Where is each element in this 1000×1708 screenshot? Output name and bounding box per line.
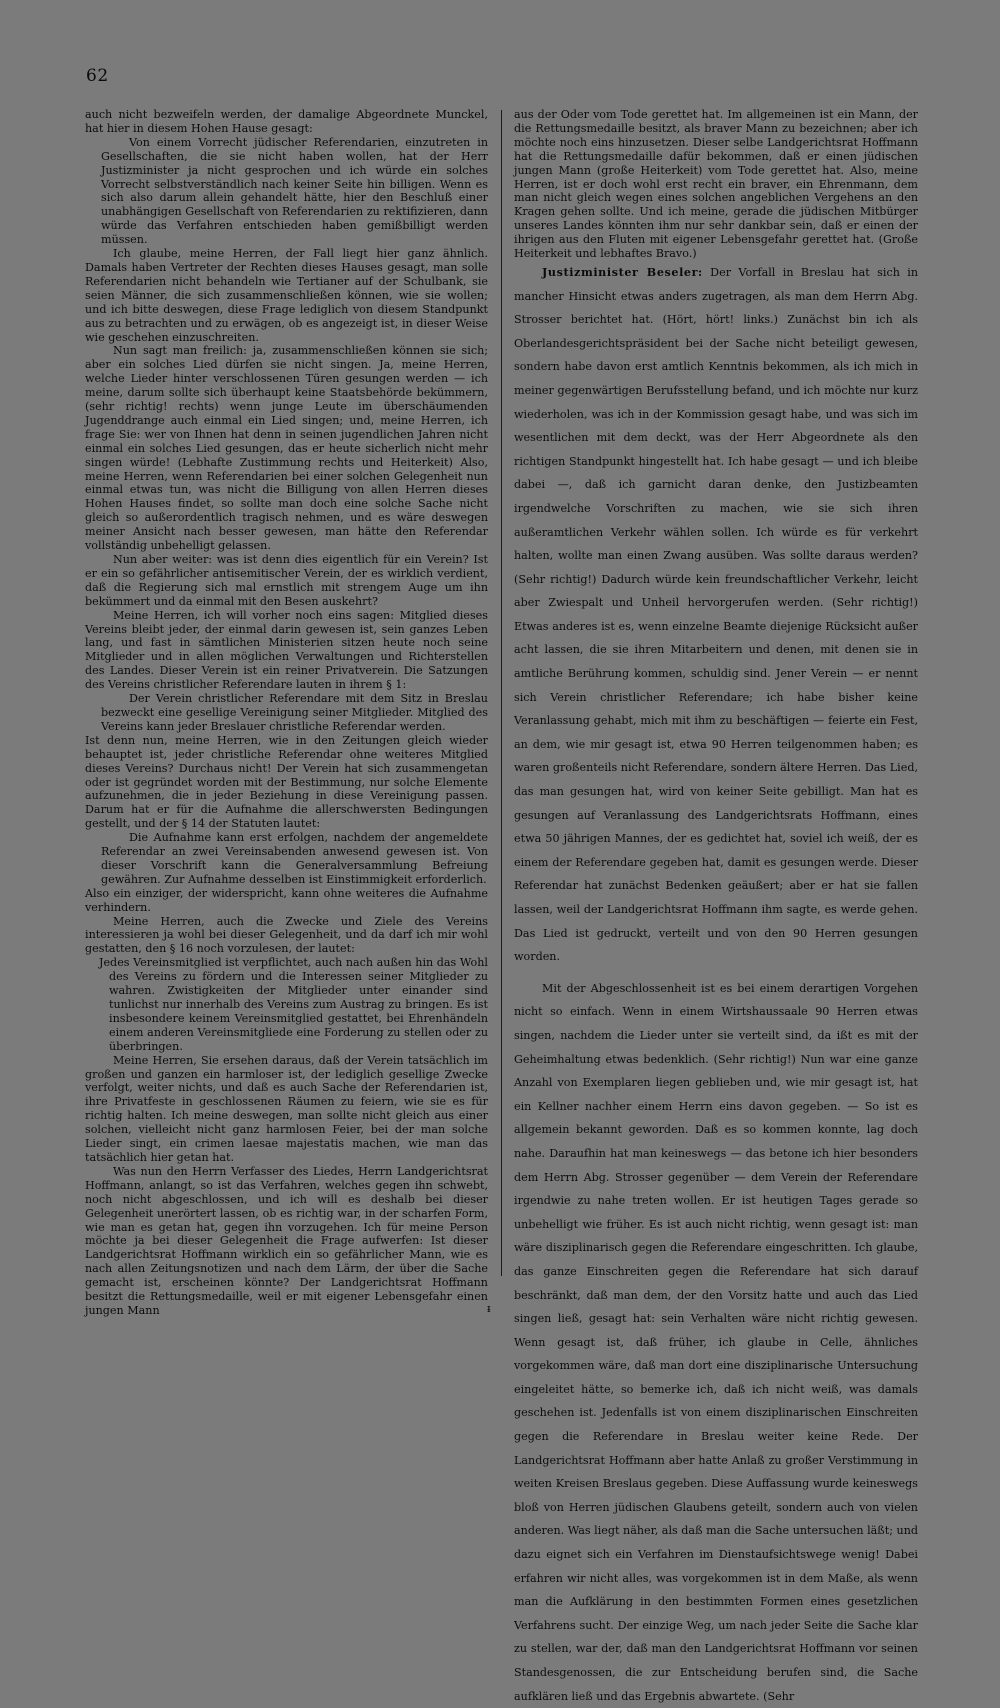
footer-mark: ᵻ (487, 1302, 491, 1315)
paragraph: Meine Herren, ich will vorher noch eins sagen: Mitglied dieses Vereins bleibt jeder, der einmal darin gewesen ist, sein ganzes Leben lang, und fast in sämtlichen Ministerien sitzen heute noch seine Mitglieder und in allen möglichen Verwaltungen und Richterstellen des Landes. Dieser Verein ist ein reiner Privatverein. Die Satzungen des Vereins christlicher Referendare lauten in ihrem § 1: (85, 608, 488, 692)
block-quote: Der Verein christlicher Referendare mit dem Sitz in Breslau bezweckt eine gesellige Vereinigung seiner Mitglieder. Mitglied des Vereins kann jeder Breslauer christliche Referendar werden. (101, 692, 488, 733)
paragraph: Was nun den Herrn Verfasser des Liedes, Herrn Landgerichtsrat Hoffmann, anlangt, so ist das Verfahren, welches gegen ihn schwebt, noch nicht abgeschlossen, und ich will es deshalb bei dieser Gelegenheit unerörtert lassen, ob es richtig war, in der scharfen Form, wie man es getan hat, gegen ihn vorzugehen. Ich für meine Person möchte ja bei dieser Gelegenheit die Frage aufwerfen: Ist dieser Landgerichtsrat Hoffmann wirklich ein so gefährlicher Mann, wie es nach allen Zeitungsnotizen und nach dem Lärm, der über die Sache gemacht ist, erscheinen könnte? Der Landgerichtsrat Hoffmann besitzt die Rettungsmedaille, weil er mit eigener Lebensgefahr einen jungen Mann (85, 1164, 488, 1317)
paragraph: aus der Oder vom Tode gerettet hat. Im allgemeinen ist ein Mann, der die Rettungsmedaille besitzt, als braver Mann zu bezeichnen; aber ich möchte noch eins hinzusetzen. Dieser selbe Landgerichtsrat Hoffmann hat die Rettungsmedaille dafür bekommen, daß er einen jüdischen jungen Mann (große Heiterkeit) vom Tode gerettet hat. Also, meine Herren, ist er doch wohl erst recht ein braver, ein Ehrenmann, dem man nicht gleich wegen eines solchen angeblichen Vergehens an den Kragen gehen sollte. Und ich meine, gerade die jüdischen Mitbürger unseres Landes könnten ihm nur sehr dankbar sein, daß er einen der ihrigen aus den Fluten mit eigener Lebensgefahr gerettet hat. (Große Heiterkeit und lebhaftes Bravo.) (514, 108, 918, 261)
paragraph: Nun sagt man freilich: ja, zusammenschließen können sie sich; aber ein solches Lied dürfen sie nicht singen. Ja, meine Herren, welche Lieder hinter verschlossenen Türen gesungen werden — ich meine, darum sollte sich überhaupt keine Staatsbehörde bekümmern, (sehr richtig! rechts) wenn junge Leute im überschäumenden Jugenddrange auch einmal ein Lied singen; und, meine Herren, ich frage Sie: wer von Ihnen hat denn in seinen jugendlichen Jahren nicht einmal ein solches Lied gesungen, das er heute sicherlich nicht mehr singen würde! (Lebhafte Zustimmung rechts und Heiterkeit) Also, meine Herren, wenn Referendarien bei einer solchen Gelegenheit nun einmal etwas tun, was nicht die Billigung von allen Herren dieses Hohen Hauses findet, so sollte man doch eine solche Sache nicht gleich so außerordentlich tragisch nehmen, und es wäre deswegen meiner Ansicht nach besser gewesen, man hätte den Referendar vollständig unbehelligt gelassen. (85, 344, 488, 553)
paragraph: Also ein einziger, der widerspricht, kann ohne weiteres die Aufnahme verhindern. (85, 886, 488, 914)
speaker-name: Justizminister Beseler: (542, 265, 703, 279)
left-column (85, 108, 488, 1318)
block-quote: Von einem Vorrecht jüdischer Referendarien, einzutreten in Gesellschaften, die sie nicht haben wollen, hat der Herr Justizminister ja nicht gesprochen und ich würde ein solches Vorrecht selbstverständlich nach keiner Seite hin billigen. Wenn es sich also darum allein gehandelt hätte, hier den Beschluß einer unabhängigen Gesellschaft von Referendarien zu rektifizieren, dann würde das Verfahren entschieden haben gemißbilligt werden müssen. (101, 135, 488, 247)
speech-text: Der Vorfall in Breslau hat sich in mancher Hinsicht etwas anders zugetragen, als man dem Herrn Abg. Strosser berichtet hat. (Hört, hört! links.) Zunächst bin ich als Oberlandesgerichtspräsident bei der Sache nicht beteiligt gewesen, sondern habe davon erst amtlich Kenntnis bekommen, als ich mich in meiner gegenwärtigen Berufsstellung befand, und ich möchte nur kurz wiederholen, was ich in der Kommission gesagt habe, und was sich im wesentlichen mit dem deckt, was der Herr Abgeordnete als den richtigen Standpunkt hingestellt hat. Ich habe gesagt — und ich bleibe dabei —, daß ich garnicht daran denke, den Justizbeamten irgendwelche Vorschriften zu machen, wie sie sich ihren außeramtlichen Verkehr wählen sollen. Ich würde es für verkehrt halten, wollte man einen Zwang ausüben. Was sollte daraus werden? (Sehr richtig!) Dadurch würde kein freundschaftlicher Verkehr, leicht aber Zwiespalt und Unheil hervorgerufen werden. (Sehr richtig!) Etwas anderes ist es, wenn einzelne Beamte diejenige Rücksicht außer acht lassen, die sie ihren Mitarbeitern und denen, mit denen sie in amtliche Berührung kommen, schuldig sind. Jener Verein — er nennt sich Verein christlicher Referendare; ich habe bisher keine Veranlassung gehabt, mich mit ihm zu beschäftigen — feierte ein Fest, an dem, wie mir gesagt ist, etwa 90 Herren teilgenommen haben; es waren großenteils nicht Referendare, sondern ältere Herren. Das Lied, das man gesungen hat, wird von keiner Seite gebilligt. Man hat es gesungen auf Veranlassung des Landgerichtsrats Hoffmann, eines etwa 50 jährigen Mannes, der es gedichtet hat, soviel ich weiß, der es einem der Referendare gegeben hat, damit es gesungen werde. Dieser Referendar hat zunächst Bedenken geäußert; aber er hat sie fallen lassen, weil der Landgerichtsrat Hoffmann ihm sagte, es werde gehen. Das Lied ist gedruckt, verteilt und von den 90 Herren gesungen worden. (514, 265, 918, 964)
paragraph: Ich glaube, meine Herren, der Fall liegt hier ganz ähnlich. Damals haben Vertreter der Rechten dieses Hauses gesagt, man solle Referendarien nicht behandeln wie Tertianer auf der Schulbank, sie seien Männer, die sich zusammenschließen können, wie sie wollen; und ich bitte deswegen, diese Frage lediglich von diesem Standpunkt aus zu betrachten und zu erwägen, ob es angezeigt ist, in dieser Weise wie geschehen einzuschreiten. (85, 247, 488, 344)
page-number: 62 (86, 66, 109, 86)
statute-list-item: Jedes Vereinsmitglied ist verpflichtet, auch nach außen hin das Wohl des Vereins zu fördern und die Interessen seiner Mitglieder zu wahren. Zwistigkeiten der Mitglieder unter einander sind tunlichst nur innerhalb des Vereins zum Austrag zu bringen. Es ist insbesondere keinem Vereinsmitglied gestattet, bei Ehrenhändeln einem anderen Vereinsmitgliede eine Forderung zu stellen oder zu überbringen. (99, 956, 488, 1053)
speech-paragraph (514, 261, 918, 969)
paragraph: auch nicht bezweifeln werden, der damalige Abgeordnete Munckel, hat hier in diesem Hohen Hause gesagt: (85, 108, 488, 135)
paragraph: Meine Herren, auch die Zwecke und Ziele des Vereins interessieren ja wohl bei dieser Gelegenheit, und da darf ich mir wohl gestatten, den § 16 noch vorzulesen, der lautet: (85, 914, 488, 956)
paragraph: Mit der Abgeschlossenheit ist es bei einem derartigen Vorgehen nicht so einfach. Wenn in einem Wirtshaussaale 90 Herren etwas singen, nachdem die Lieder unter sie verteilt sind, da ißt es mit der Geheimhaltung etwas bedenklich. (Sehr richtig!) Nun war eine ganze Anzahl von Exemplaren liegen geblieben und, wie mir gesagt ist, hat ein Kellner nachher einem Herrn eins davon gegeben. — So ist es allgemein bekannt geworden. Daß es so kommen konnte, lag doch nahe. Daraufhin hat man keineswegs — das betone ich hier besonders dem Herrn Abg. Strosser gegenüber — dem Verein der Referendare irgendwie zu nahe treten wollen. Er ist heutigen Tages gerade so unbehelligt wie früher. Es ist auch nicht richtig, wenn gesagt ist: man wäre disziplinarisch gegen die Referendare eingeschritten. Ich glaube, das ganze Einschreiten gegen die Referendare hat sich darauf beschränkt, daß man dem, der den Vorsitz hatte und auch das Lied singen ließ, gesagt hat: sein Verhalten wäre nicht richtig gewesen. Wenn gesagt ist, daß früher, ich glaube in Celle, ähnliches vorgekommen wäre, daß man dort eine disziplinarische Untersuchung eingeleitet hätte, so bemerke ich, daß ich nicht weiß, was damals geschehen ist. Jedenfalls ist von einem disziplinarischen Einschreiten gegen die Referendare in Breslau weiter keine Rede. Der Landgerichtsrat Hoffmann aber hatte Anlaß zu großer Verstimmung in weiten Kreisen Breslaus gegeben. Diese Auffassung wurde keineswegs bloß von Herren jüdischen Glaubens geteilt, sondern auch von vielen anderen. Was liegt näher, als daß man die Sache untersuchen läßt; und dazu eignet sich ein Verfahren im Dienstaufsichtswege wenig! Dabei erfahren wir nicht alles, was vorgekommen ist in dem Maße, als wenn man die Aufklärung in den bestimmten Formen eines gesetzlichen Verfahrens sucht. Der einzige Weg, um nach jeder Seite die Sache klar zu stellen, war der, daß man den Landgerichtsrat Hoffmann vor seinen Standesgenossen, die zur Entscheidung berufen sind, die Sache aufklären ließ und das Ergebnis abwartete. (Sehr (514, 981, 918, 1703)
block-quote: Die Aufnahme kann erst erfolgen, nachdem der angemeldete Referendar an zwei Vereinsabenden anwesend gewesen ist. Von dieser Vorschrift kann die Generalversammlung Befreiung gewähren. Zur Aufnahme desselben ist Einstimmigkeit erforderlich. (101, 831, 488, 886)
paragraph: Ist denn nun, meine Herren, wie in den Zeitungen gleich wieder behauptet ist, jeder christliche Referendar ohne weiteres Mitglied dieses Vereins? Durchaus nicht! Der Verein hat sich zusammengetan oder ist gegründet worden mit der Bestimmung, nur solche Elemente aufzunehmen, die in jeder Beziehung in diese Vereinigung passen. Darum hat er für die Aufnahme die allerschwersten Bedingungen gestellt, und der § 14 der Statuten lautet: (85, 733, 488, 831)
paragraph: Nun aber weiter: was ist denn dies eigentlich für ein Verein? Ist er ein so gefährlicher antisemitischer Verein, der es wirklich verdient, daß die Regierung sich mal ernstlich mit strengem Auge um ihn bekümmert und da einmal mit den Besen auskehrt? (85, 553, 488, 608)
column-divider (501, 110, 502, 1276)
right-column (514, 108, 918, 1708)
paragraph: Meine Herren, Sie ersehen daraus, daß der Verein tatsächlich im großen und ganzen ein harmloser ist, der lediglich gesellige Zwecke verfolgt, weiter nichts, und daß es auch Sache der Referendarien ist, ihre Privatfeste in geschlossenen Räumen zu feiern, wie sie es für richtig halten. Ich meine deswegen, man sollte nicht gleich aus einer solchen, vielleicht nicht ganz harmlosen Feier, bei der man solche Lieder singt, ein crimen laesae majestatis machen, wie man das tatsächlich hier getan hat. (85, 1053, 488, 1164)
